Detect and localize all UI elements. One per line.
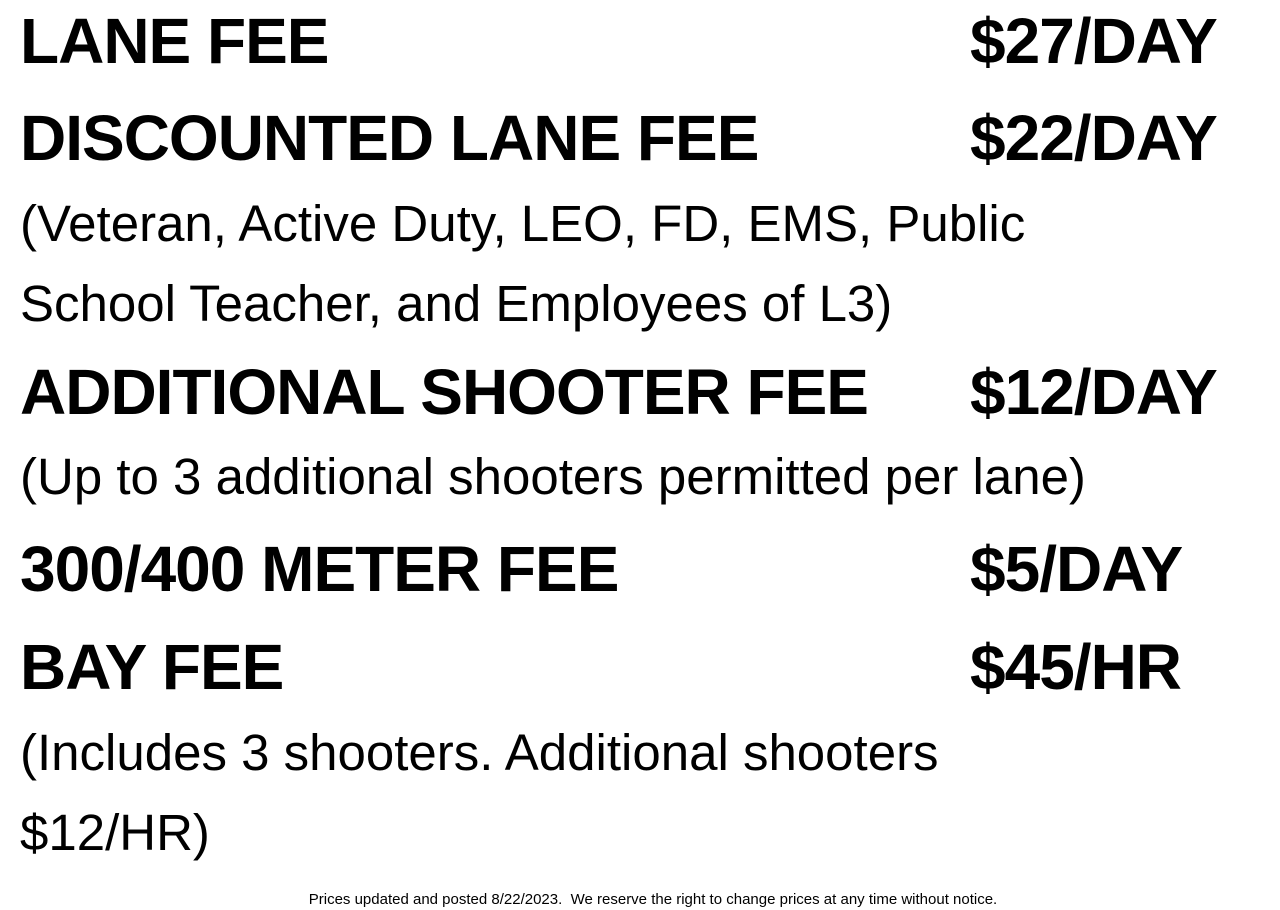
fee-price-lane: $27/DAY xyxy=(970,5,1217,77)
fee-label-meter: 300/400 METER FEE xyxy=(20,533,619,605)
fee-price-bay: $45/HR xyxy=(970,631,1181,703)
additional-shooter-note: (Up to 3 additional shooters permitted per lane) xyxy=(20,448,1086,505)
discount-note-line-2: School Teacher, and Employees of L3) xyxy=(20,275,893,332)
discount-note-line-1: (Veteran, Active Duty, LEO, FD, EMS, Public xyxy=(20,195,1026,252)
bay-note-line-2: $12/HR) xyxy=(20,804,210,861)
fee-label-bay: BAY FEE xyxy=(20,631,284,703)
fee-label-additional-shooter: ADDITIONAL SHOOTER FEE xyxy=(20,356,868,428)
discount-eligibility-note xyxy=(20,184,1025,344)
bay-fee-note xyxy=(20,713,939,873)
fee-price-meter: $5/DAY xyxy=(970,533,1183,605)
fee-price-discounted-lane: $22/DAY xyxy=(970,102,1217,174)
fee-label-discounted-lane: DISCOUNTED LANE FEE xyxy=(20,102,759,174)
fee-price-additional-shooter: $12/DAY xyxy=(970,356,1217,428)
fee-label-lane: LANE FEE xyxy=(20,5,329,77)
price-disclaimer-footer: Prices updated and posted 8/22/2023. We reserve the right to change prices at any time without notice. xyxy=(308,891,998,908)
bay-note-line-1: (Includes 3 shooters. Additional shooters xyxy=(20,724,939,781)
